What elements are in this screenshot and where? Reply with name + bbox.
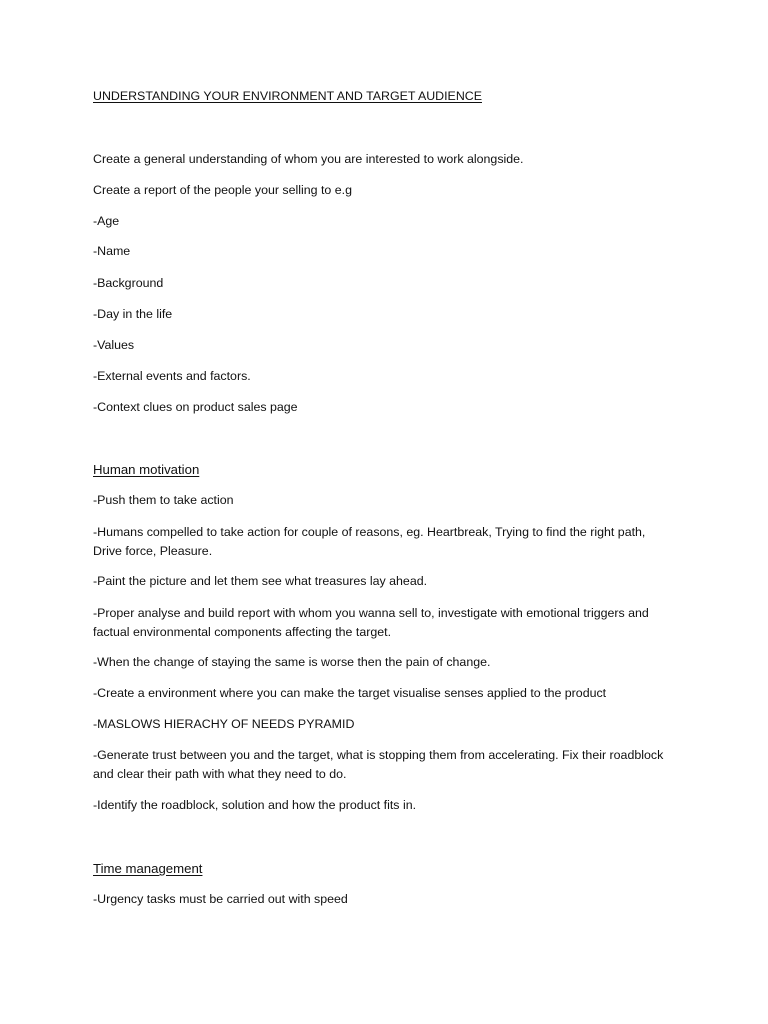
motivation-list-item: -Humans compelled to take action for couple of reasons, eg. Heartbreak, Trying to find the right path, Drive force, Pleasure. [93,525,646,558]
motivation-list-item: -Identify the roadblock, solution and how the product fits in. [93,798,417,812]
motivation-list-item: -MASLOWS HIERACHY OF NEEDS PYRAMID [93,717,355,731]
report-list-item: -Values [93,338,135,352]
motivation-list-item: -Generate trust between you and the target, what is stopping them from accelerating. Fix their roadblock and clear their path with what they need to do. [93,748,664,781]
report-list-item: -Context clues on product sales page [93,400,298,414]
motivation-list-item: -Create a environment where you can make the target visualise senses applied to the product [93,686,607,700]
document-title: UNDERSTANDING YOUR ENVIRONMENT AND TARGET AUDIENCE [93,89,482,103]
report-list-item: -Age [93,214,120,228]
intro-paragraph: Create a general understanding of whom you are interested to work alongside. [93,152,524,166]
time-management-list-item: -Urgency tasks must be carried out with speed [93,892,348,906]
motivation-list-item: -Paint the picture and let them see what treasures lay ahead. [93,574,428,588]
report-list-item: -External events and factors. [93,369,251,383]
motivation-list-item: -Proper analyse and build report with whom you wanna sell to, investigate with emotional triggers and factual environmental components affecting the target. [93,606,649,639]
section-heading-human-motivation: Human motivation [93,462,200,477]
section-heading-time-management: Time management [93,861,203,876]
intro-paragraph: Create a report of the people your selling to e.g [93,183,352,197]
report-list-item: -Background [93,276,164,290]
report-list-item: -Day in the life [93,307,173,321]
report-list-item: -Name [93,244,131,258]
motivation-list-item: -Push them to take action [93,493,234,507]
motivation-list-item: -When the change of staying the same is worse then the pain of change. [93,655,491,669]
